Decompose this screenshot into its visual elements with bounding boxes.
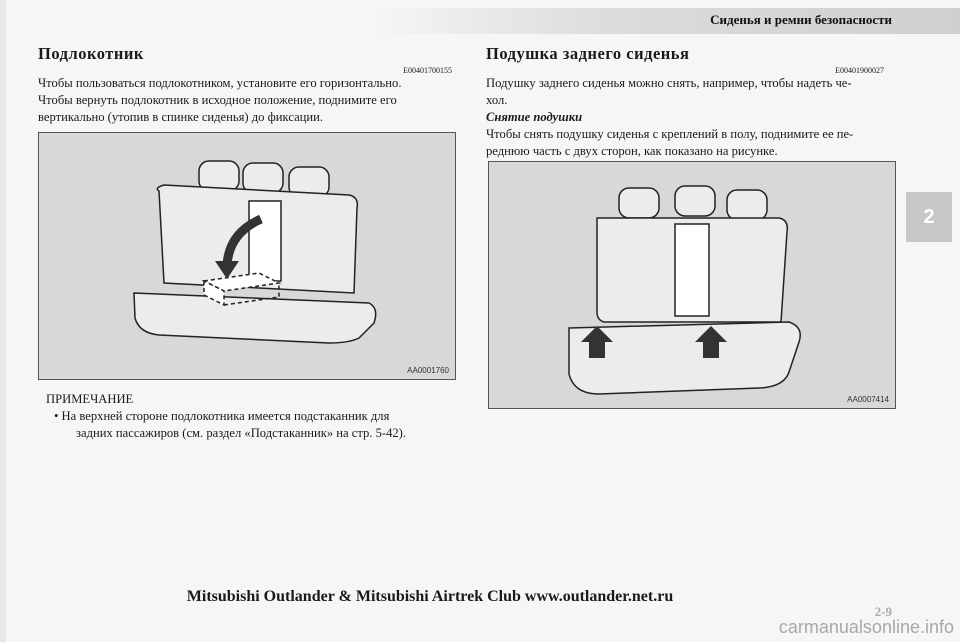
armrest-title: Подлокотник (38, 44, 144, 63)
cushion-title: Подушка заднего сиденья (486, 44, 690, 63)
cushion-text-line: реднюю часть с двух сторон, как показано на рисунке. (486, 144, 778, 158)
armrest-seat-drawing (39, 133, 455, 379)
note-label: ПРИМЕЧАНИЕ (46, 392, 134, 406)
section-header-title: Сиденья и ремни безопасности (710, 12, 892, 27)
cushion-code: E00401900027 (835, 66, 884, 75)
armrest-code: E00401700155 (403, 66, 452, 75)
note-item-continued: задних пассажиров (см. раздел «Подстаканник» на стр. 5-42). (76, 426, 407, 440)
note-item: • На верхней стороне подлокотника имеется подстаканник для (54, 409, 390, 423)
footer-club-text: Mitsubishi Outlander & Mitsubishi Airtrek Club www.outlander.net.ru (186, 588, 674, 605)
cushion-subheading: Снятие подушки (486, 110, 583, 124)
chapter-tab: 2 (906, 192, 952, 242)
armrest-text-line: Чтобы пользоваться подлокотником, установите его горизонтально. (38, 76, 402, 90)
armrest-illustration (38, 132, 456, 380)
site-watermark: carmanualsonline.info (778, 617, 954, 637)
cushion-section (486, 44, 906, 160)
cushion-text-line: Подушку заднего сиденья можно снять, например, чтобы надеть че- (486, 76, 852, 90)
page-number: 2-9 (874, 604, 892, 619)
armrest-text-line: Чтобы вернуть подлокотник в исходное положение, поднимите его (38, 93, 397, 107)
cushion-seat-drawing (489, 162, 895, 408)
cushion-text-line: хол. (486, 93, 508, 107)
armrest-note (46, 392, 446, 442)
cushion-illustration (488, 161, 896, 409)
armrest-text-line: вертикально (утопив в спинке сиденья) до фиксации. (38, 110, 324, 124)
armrest-section (38, 44, 458, 126)
cushion-figure-code: AA0007414 (847, 395, 889, 404)
cushion-text-line: Чтобы снять подушку сиденья с креплений в полу, поднимите ее пе- (486, 127, 854, 141)
page-edge (0, 0, 6, 642)
armrest-figure-code: AA0001760 (407, 366, 449, 375)
